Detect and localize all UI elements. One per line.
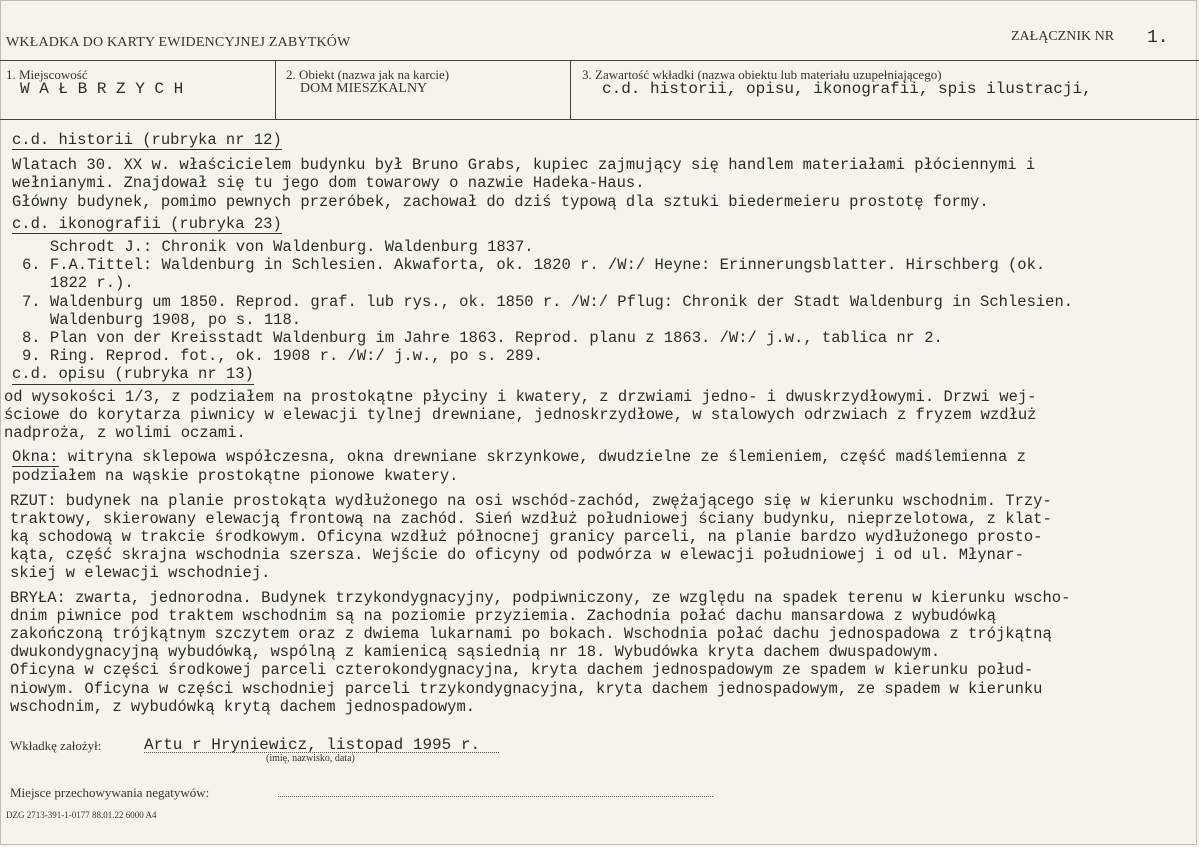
iconography-heading: c.d. ikonografii (rubryka 23) [12, 214, 282, 233]
object-value: DOM MIESZKALNY [300, 81, 428, 96]
history-text: Wlatach 30. XX w. właścicielem budynku był Bruno Grabs, kupiec zajmujący się handlem materiałami płóciennymi i wełnianymi. Znajdował się tu jego dom towarowy o nazwie Hadeka-Haus. Główny budynek, pomimo pewnych przeróbek, zachował do dziś typową dla sztuki biedermeieru prostotę formy. [12, 156, 1036, 211]
plan-text: RZUT: budynek na planie prostokąta wydłużonego na osi wschód-zachód, zwężającego się w kierunku wschodnim. Trzy- traktowy, skierowany elewacją frontową na zachód. Sień wzdłuż południowej ściany budynku, nieprzelotowa, z klat- ką schodową w trakcie środkowym. Oficyna wzdłuż północnej granicy parceli, na planie bardzo wydłużonego prosto- kąta, część skrajna wschodnia szersza. Wejście do oficyny od podwórza w elewacji południowej i od ul. Młynar- skiej w elewacji wschodniej. [10, 491, 1052, 583]
attachment-number: 1. [1147, 28, 1169, 48]
author-signature: Artu r Hryniewicz, listopad 1995 r. [144, 736, 481, 754]
negatives-label: Miejsce przechowywania negatywów: [10, 785, 210, 800]
description-heading: c.d. opisu (rubryka nr 13) [12, 365, 254, 384]
windows-paragraph [12, 448, 1192, 485]
windows-label: Okna: [12, 448, 59, 467]
field-divider-1 [275, 60, 276, 119]
iconography-list: Schrodt J.: Chronik von Waldenburg. Waldenburg 1837. 6. F.A.Tittel: Waldenburg in Schlesien. Akwaforta, ok. 1820 r. /W:/ Heyne: Erinnerungsblatter. Hirschberg (ok. 1822 r.). 7. Waldenburg um 1850. Reprod. graf. lub rys., ok. 1850 r. /W:/ Pflug: Chronik der Stadt Waldenburg in Schlesien. Waldenburg 1908, po s. 118. 8. Plan von der Kreisstadt Waldenburg im Jahre 1863. Reprod. planu z 1863. /W:/ j.w., tablica nr 2. 9. Ring. Reprod. fot., ok. 1908 r. /W:/ j.w., po s. 289. [22, 238, 1074, 366]
print-code: DZG 2713-391-1-0177 88.01.22 6000 A4 [6, 810, 157, 820]
description-text: od wysokości 1/3, z podziałem na prostokątne płyciny i kwatery, z drzwiami jedno- i dwuskrzydłowymi. Drzwi wej- ściowe do korytarza piwnicy w elewacji tylnej drewniane, jednoskrzydłowe, w stalowych odrzwiach z fryzem wzdłuż nadproża, z wolimi oczami. [4, 387, 1037, 443]
attachment-label: ZAŁĄCZNIK NR [1011, 29, 1115, 44]
windows-text: witryna sklepowa współczesna, okna drewniane skrzynkowe, dwudzielne ze ślemieniem, część madślemienna z podziałem na wąskie prostokątne pionowe kwatery. [12, 448, 1026, 486]
negatives-dotted-line [278, 796, 713, 797]
card-content [4, 131, 1192, 716]
mass-text: BRYŁA: zwarta, jednorodna. Budynek trzykondygnacyjny, podpiwniczony, ze względu na spadek terenu w kierunku wscho- dnim piwnice pod traktem wschodnim są na poziomie przyziemia. Zachodnia połać dachu mansardowa z wybudówką zakończoną trójkątnym szczytem oraz z dwiema lukarnami po bokach. Wschodnia połać dachu jednospadowa z trójkątną dwukondygnacyjną wybudówką, wspólną z kamienicą sąsiednią nr 18. Wybudówka kryta dachem dwuspadowym. Oficyna w części środkowej parceli czterokondygnacyjna, kryta dachem jednospadowym ze spadem w kierunku połud- niowym. Oficyna w części wschodniej parceli trzykondygnacyjna, kryta dachem jednospadowym, ze spadem w kierunku wschodnim, z wybudówką krytą dachem jednospadowym. [10, 588, 1071, 716]
history-heading: c.d. historii (rubryka nr 12) [12, 131, 282, 149]
header-divider-bottom [0, 119, 1199, 120]
content-label: 3. Zawartość wkładki (nazwa obiektu lub materiału uzupełniającego) [582, 67, 942, 82]
author-label: Wkładkę założył: [10, 738, 102, 753]
header-divider-top [0, 60, 1199, 61]
card-title: WKŁADKA DO KARTY EWIDENCYJNEJ ZABYTKÓW [6, 35, 351, 50]
place-label: 1. Miejscowość [6, 67, 88, 82]
content-value: c.d. historii, opisu, ikonografii, spis ilustracji, [602, 80, 1092, 98]
field-divider-2 [570, 60, 571, 119]
place-value: W A Ł B R Z Y C H [20, 80, 184, 98]
author-caption: (imię, nazwisko, data) [266, 753, 355, 764]
object-label: 2. Obiekt (nazwa jak na karcie) [286, 67, 450, 82]
